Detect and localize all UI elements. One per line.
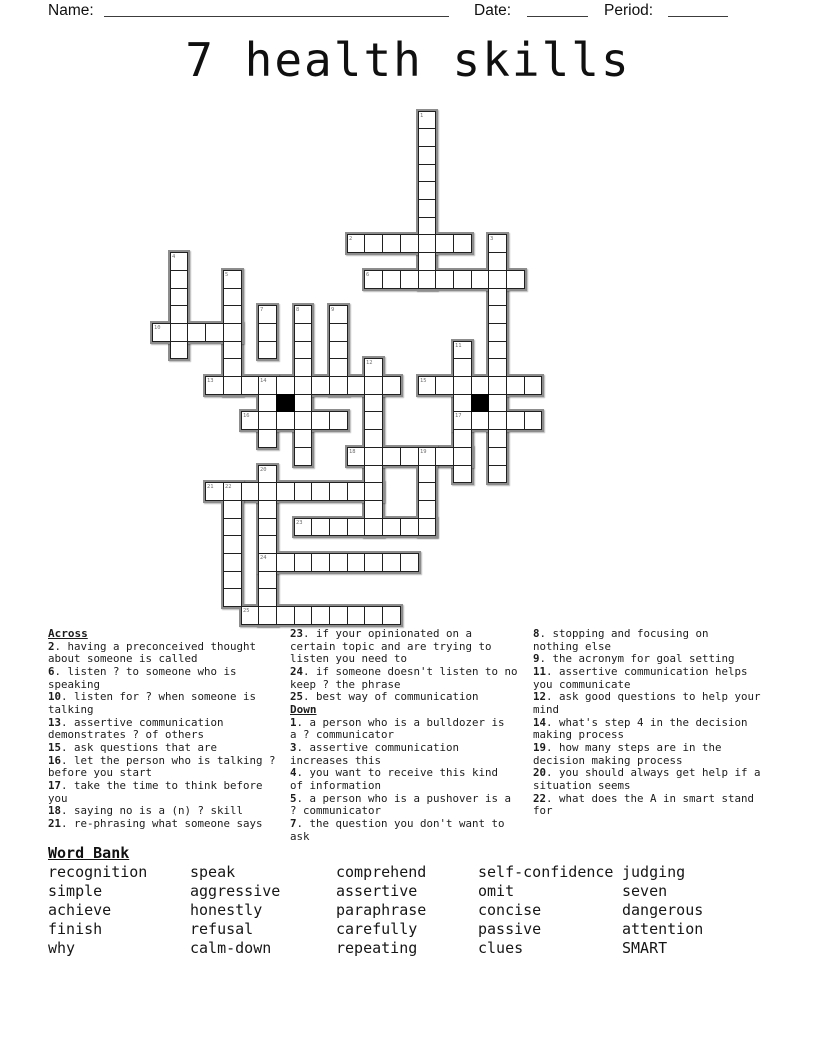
grid-cell[interactable]	[418, 181, 436, 200]
grid-cell[interactable]	[294, 553, 312, 572]
clue-number: 2	[48, 639, 55, 653]
grid-cell-number: 15	[420, 377, 427, 384]
grid-cell[interactable]	[223, 588, 242, 607]
grid-cell[interactable]	[506, 376, 525, 395]
clue-3-cont: increases this	[290, 753, 382, 767]
grid-cell-number: 16	[243, 412, 250, 419]
grid-cell[interactable]	[311, 376, 330, 395]
clue-number: 6	[48, 664, 55, 678]
clue-3: 3. assertive communication	[290, 740, 460, 754]
grid-cell[interactable]	[488, 411, 507, 430]
grid-cell[interactable]	[347, 376, 365, 395]
clue-number: 8	[533, 627, 540, 640]
clue-number: 4	[290, 766, 297, 780]
word-bank-item: recognition	[48, 863, 148, 881]
clue-number: 24	[290, 664, 304, 678]
grid-cell[interactable]	[364, 429, 383, 448]
grid-cell-number: 18	[349, 448, 356, 455]
grid-cell[interactable]	[506, 270, 525, 289]
grid-cell-number: 22	[225, 483, 232, 490]
grid-cell[interactable]	[488, 376, 507, 395]
grid-cell[interactable]	[276, 411, 295, 430]
grid-cell[interactable]	[364, 465, 383, 483]
page-title: 7 health skills	[185, 33, 631, 87]
grid-cell-black	[471, 394, 489, 412]
grid-cell[interactable]	[223, 305, 242, 324]
clue-7: 7. the question you don't want to	[290, 816, 505, 830]
clue-number: 12	[533, 690, 547, 704]
grid-cell[interactable]	[294, 482, 312, 501]
grid-cell[interactable]	[329, 323, 348, 342]
clue-9: 9. the acronym for goal setting	[533, 652, 735, 666]
grid-cell[interactable]	[223, 323, 242, 342]
word-bank-item: refusal	[190, 920, 254, 938]
grid-cell[interactable]	[223, 535, 242, 554]
clue-number: 15	[48, 740, 62, 754]
clue-23-cont: certain topic and are trying to	[290, 639, 492, 653]
grid-cell[interactable]	[453, 465, 472, 483]
clue-number: 5	[290, 791, 297, 805]
grid-cell[interactable]	[170, 305, 188, 324]
grid-cell[interactable]	[435, 447, 454, 466]
clue-6-cont: speaking	[48, 677, 101, 691]
grid-cell[interactable]	[400, 234, 419, 253]
grid-cell-number: 21	[207, 483, 214, 490]
clue-number: 17	[48, 778, 62, 792]
grid-cell[interactable]	[488, 288, 507, 306]
grid-cell[interactable]	[241, 376, 259, 395]
clue-13: 13. assertive communication	[48, 715, 224, 729]
clue-5-cont: ? communicator	[290, 804, 382, 818]
word-bank-item: dangerous	[622, 901, 704, 919]
grid-cell[interactable]	[364, 234, 383, 253]
clue-1-cont: a ? communicator	[290, 728, 395, 742]
grid-cell[interactable]	[170, 341, 188, 359]
grid-cell[interactable]	[294, 376, 312, 395]
grid-cell[interactable]	[258, 518, 277, 536]
grid-cell[interactable]	[294, 447, 312, 466]
clue-23: 23. if your opinionated on a	[290, 627, 473, 640]
across-heading: Across	[48, 627, 88, 640]
grid-cell[interactable]	[418, 128, 436, 147]
grid-cell[interactable]	[418, 146, 436, 165]
grid-cell[interactable]	[471, 270, 489, 289]
clue-10: 10. listen for ? when someone is	[48, 690, 257, 704]
clue-number: 23	[290, 627, 304, 640]
grid-cell[interactable]	[400, 518, 419, 536]
clue-8-cont: nothing else	[533, 639, 612, 653]
grid-cell[interactable]	[276, 606, 295, 625]
grid-cell[interactable]	[223, 341, 242, 359]
grid-cell[interactable]	[258, 429, 277, 448]
word-bank-item: paraphrase	[336, 901, 427, 919]
grid-cell-number: 25	[243, 607, 250, 614]
grid-cell[interactable]	[258, 588, 277, 607]
grid-cell[interactable]	[488, 270, 507, 289]
clue-number: 3	[290, 740, 297, 754]
grid-cell[interactable]	[311, 553, 330, 572]
grid-cell[interactable]	[418, 199, 436, 218]
grid-cell[interactable]	[488, 252, 507, 271]
grid-cell[interactable]	[418, 270, 436, 289]
grid-cell[interactable]	[524, 376, 542, 395]
clue-number: 20	[533, 766, 547, 780]
word-bank-item: simple	[48, 882, 103, 900]
grid-cell[interactable]	[347, 553, 365, 572]
clue-number: 18	[48, 804, 62, 818]
name-blank-line	[104, 16, 449, 17]
grid-cell[interactable]	[276, 553, 295, 572]
grid-cell[interactable]	[382, 518, 401, 536]
clue-7-cont: ask	[290, 829, 310, 843]
grid-cell[interactable]	[418, 234, 436, 253]
word-bank-item: repeating	[336, 939, 418, 957]
grid-cell[interactable]	[258, 482, 277, 501]
grid-cell-number: 17	[455, 412, 462, 419]
grid-cell[interactable]	[187, 323, 206, 342]
word-bank-item: attention	[622, 920, 704, 938]
clue-number: 7	[290, 816, 297, 830]
grid-cell[interactable]	[223, 376, 242, 395]
grid-cell[interactable]	[329, 553, 348, 572]
clue-16: 16. let the person who is talking ?	[48, 753, 276, 767]
grid-cell[interactable]	[364, 447, 383, 466]
clue-4-cont: of information	[290, 778, 382, 792]
grid-cell[interactable]	[364, 376, 383, 395]
grid-cell[interactable]	[435, 270, 454, 289]
grid-cell[interactable]	[294, 429, 312, 448]
word-bank-item: self-confidence	[478, 863, 614, 881]
grid-cell[interactable]	[364, 606, 383, 625]
grid-cell[interactable]	[311, 606, 330, 625]
grid-cell[interactable]	[294, 358, 312, 377]
grid-cell[interactable]	[347, 606, 365, 625]
grid-cell[interactable]	[435, 234, 454, 253]
word-bank-item: speak	[190, 863, 236, 881]
grid-cell[interactable]	[382, 447, 401, 466]
clue-number: 14	[533, 715, 547, 729]
grid-cell[interactable]	[170, 270, 188, 289]
period-label: Period:	[604, 2, 654, 19]
clue-5: 5. a person who is a pushover is a	[290, 791, 512, 805]
grid-cell[interactable]	[418, 465, 436, 483]
grid-cell[interactable]	[241, 482, 259, 501]
grid-cell-number: 24	[260, 554, 267, 561]
clue-19: 19. how many steps are in the	[533, 740, 722, 754]
grid-cell[interactable]	[435, 376, 454, 395]
clue-17-cont: you	[48, 791, 68, 805]
grid-cell-number: 20	[260, 466, 267, 473]
clue-21: 21. re-phrasing what someone says	[48, 816, 263, 830]
grid-cell-number: 8	[296, 306, 300, 313]
clue-16-cont: before you start	[48, 766, 153, 780]
word-bank-item: calm-down	[190, 939, 272, 957]
grid-cell[interactable]	[364, 518, 383, 536]
word-bank-item: achieve	[48, 901, 112, 919]
grid-cell[interactable]	[400, 270, 419, 289]
grid-cell[interactable]	[329, 518, 348, 536]
grid-cell[interactable]	[418, 217, 436, 235]
word-bank-item: carefully	[336, 920, 418, 938]
name-label: Name:	[48, 2, 94, 19]
grid-cell[interactable]	[400, 447, 419, 466]
grid-cell[interactable]	[524, 411, 542, 430]
clue-column-1	[48, 628, 288, 831]
word-bank-item: concise	[478, 901, 542, 919]
clue-11: 11. assertive communication helps	[533, 664, 748, 678]
grid-cell-number: 13	[207, 377, 214, 384]
grid-cell[interactable]	[170, 323, 188, 342]
grid-cell[interactable]	[382, 606, 401, 625]
clue-8: 8. stopping and focusing on	[533, 627, 709, 640]
grid-cell[interactable]	[488, 465, 507, 483]
grid-cell[interactable]	[453, 429, 472, 448]
grid-cell[interactable]	[347, 482, 365, 501]
grid-cell-number: 3	[490, 235, 494, 242]
grid-cell[interactable]	[311, 482, 330, 501]
grid-cell[interactable]	[258, 394, 277, 412]
grid-cell-number: 11	[455, 342, 462, 349]
grid-cell[interactable]	[170, 288, 188, 306]
clue-number: 22	[533, 791, 547, 805]
word-bank-item: why	[48, 939, 76, 957]
word-bank-item: judging	[622, 863, 686, 881]
word-bank-item: comprehend	[336, 863, 427, 881]
clue-15: 15. ask questions that are	[48, 740, 218, 754]
clue-10-cont: talking	[48, 702, 94, 716]
clue-number: 19	[533, 740, 547, 754]
clue-20-cont: situation seems	[533, 778, 631, 792]
clue-14: 14. what's step 4 in the decision	[533, 715, 748, 729]
grid-cell-number: 10	[154, 324, 161, 331]
word-bank-item: passive	[478, 920, 542, 938]
clue-23-cont: listen you need to	[290, 652, 408, 666]
grid-cell-number: 12	[366, 359, 373, 366]
date-blank-line	[527, 16, 588, 17]
grid-cell[interactable]	[364, 482, 383, 501]
grid-cell[interactable]	[471, 376, 489, 395]
grid-cell-number: 1	[420, 112, 424, 119]
clue-1: 1. a person who is a bulldozer is	[290, 715, 505, 729]
grid-cell-black	[276, 394, 295, 412]
grid-cell[interactable]	[223, 553, 242, 572]
grid-cell[interactable]	[488, 341, 507, 359]
grid-cell[interactable]	[453, 394, 472, 412]
grid-cell[interactable]	[258, 535, 277, 554]
word-bank-item: omit	[478, 882, 515, 900]
grid-cell[interactable]	[488, 447, 507, 466]
word-bank-item: honestly	[190, 901, 263, 919]
grid-cell[interactable]	[418, 518, 436, 536]
grid-cell[interactable]	[364, 500, 383, 519]
grid-cell[interactable]	[453, 447, 472, 466]
grid-cell[interactable]	[223, 288, 242, 306]
grid-cell[interactable]	[294, 341, 312, 359]
word-bank-item: assertive	[336, 882, 418, 900]
grid-cell[interactable]	[294, 411, 312, 430]
grid-cell[interactable]	[258, 341, 277, 359]
grid-cell[interactable]	[258, 500, 277, 519]
grid-cell-number: 5	[225, 271, 229, 278]
word-bank-item: SMART	[622, 939, 668, 957]
grid-cell[interactable]	[364, 394, 383, 412]
grid-cell[interactable]	[506, 411, 525, 430]
clue-number: 10	[48, 690, 62, 704]
clue-13-cont: demonstrates ? of others	[48, 728, 205, 742]
clue-number: 11	[533, 664, 547, 678]
clue-14-cont: making process	[533, 728, 625, 742]
grid-cell[interactable]	[453, 376, 472, 395]
grid-cell[interactable]	[258, 411, 277, 430]
grid-cell[interactable]	[382, 553, 401, 572]
grid-cell[interactable]	[294, 323, 312, 342]
clue-column-2	[290, 628, 530, 843]
grid-cell-number: 23	[296, 519, 303, 526]
clue-number: 1	[290, 715, 297, 729]
clue-18: 18. saying no is a (n) ? skill	[48, 804, 244, 818]
clue-number: 9	[533, 652, 540, 666]
grid-cell[interactable]	[488, 323, 507, 342]
grid-cell[interactable]	[382, 376, 401, 395]
clue-number: 16	[48, 753, 62, 767]
grid-cell[interactable]	[329, 358, 348, 377]
grid-cell[interactable]	[276, 376, 295, 395]
clue-20: 20. you should always get help if a	[533, 766, 761, 780]
grid-cell-number: 7	[260, 306, 264, 313]
grid-cell[interactable]	[382, 234, 401, 253]
grid-cell[interactable]	[329, 482, 348, 501]
clue-column-3	[533, 628, 773, 818]
grid-cell-number: 2	[349, 235, 353, 242]
grid-cell-number: 9	[331, 306, 335, 313]
clue-number: 25	[290, 690, 304, 704]
grid-cell[interactable]	[205, 323, 224, 342]
grid-cell[interactable]	[223, 358, 242, 377]
grid-cell[interactable]	[223, 500, 242, 519]
grid-cell[interactable]	[347, 518, 365, 536]
word-bank-heading: Word Bank	[48, 844, 130, 862]
word-bank-item: finish	[48, 920, 103, 938]
clue-24: 24. if someone doesn't listen to no	[290, 664, 518, 678]
grid-cell-number: 6	[366, 271, 370, 278]
grid-cell[interactable]	[223, 518, 242, 536]
word-bank-item: clues	[478, 939, 524, 957]
grid-cell[interactable]	[488, 394, 507, 412]
grid-cell[interactable]	[488, 429, 507, 448]
clue-2-cont: about someone is called	[48, 652, 198, 666]
grid-cell[interactable]	[223, 571, 242, 589]
grid-cell[interactable]	[488, 305, 507, 324]
grid-cell[interactable]	[418, 482, 436, 501]
word-bank-item: aggressive	[190, 882, 281, 900]
grid-cell-number: 4	[172, 253, 176, 260]
grid-cell[interactable]	[294, 606, 312, 625]
grid-cell[interactable]	[400, 553, 419, 572]
clue-22: 22. what does the A in smart stand	[533, 791, 755, 805]
grid-cell[interactable]	[418, 252, 436, 271]
grid-cell[interactable]	[311, 518, 330, 536]
grid-cell[interactable]	[453, 270, 472, 289]
grid-cell[interactable]	[364, 553, 383, 572]
clue-4: 4. you want to receive this kind	[290, 766, 499, 780]
clue-25: 25. best way of communication	[290, 690, 479, 704]
grid-cell-number: 14	[260, 377, 267, 384]
grid-cell[interactable]	[329, 376, 348, 395]
clue-number: 13	[48, 715, 62, 729]
grid-cell[interactable]	[329, 411, 348, 430]
grid-cell[interactable]	[382, 270, 401, 289]
grid-cell[interactable]	[258, 571, 277, 589]
grid-cell[interactable]	[276, 482, 295, 501]
grid-cell[interactable]	[311, 411, 330, 430]
clue-24-cont: keep ? the phrase	[290, 677, 401, 691]
grid-cell[interactable]	[471, 411, 489, 430]
grid-cell[interactable]	[329, 341, 348, 359]
grid-cell[interactable]	[258, 323, 277, 342]
grid-cell[interactable]	[453, 234, 472, 253]
grid-cell-number: 19	[420, 448, 427, 455]
clue-number: 21	[48, 816, 62, 830]
grid-cell[interactable]	[258, 606, 277, 625]
grid-cell[interactable]	[418, 164, 436, 182]
period-blank-line	[668, 16, 728, 17]
grid-cell[interactable]	[453, 358, 472, 377]
clue-6: 6. listen ? to someone who is	[48, 664, 237, 678]
clue-12: 12. ask good questions to help your	[533, 690, 761, 704]
clue-12-cont: mind	[533, 702, 560, 716]
clue-22-cont: for	[533, 804, 553, 818]
clue-11-cont: you communicate	[533, 677, 631, 691]
grid-cell[interactable]	[364, 411, 383, 430]
grid-cell[interactable]	[294, 394, 312, 412]
grid-cell[interactable]	[488, 358, 507, 377]
date-label: Date:	[474, 2, 512, 19]
down-heading: Down	[290, 702, 317, 716]
grid-cell[interactable]	[329, 606, 348, 625]
word-bank-item: seven	[622, 882, 668, 900]
clue-2: 2. having a preconceived thought	[48, 639, 257, 653]
clue-17: 17. take the time to think before	[48, 778, 263, 792]
grid-cell[interactable]	[418, 500, 436, 519]
clue-19-cont: decision making process	[533, 753, 683, 767]
